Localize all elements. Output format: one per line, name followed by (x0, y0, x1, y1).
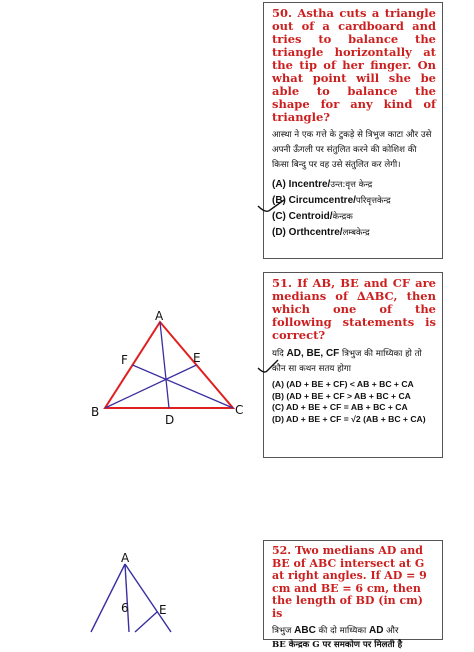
label-a: A (121, 551, 130, 565)
question-50-text: 50. Astha cuts a triangle out of a cardboard and tries to balance the triangle horizontally at the tip of her finger. On what point will she be able to balance the shape for any kind of triangle? (272, 6, 436, 124)
option-d: (D) Orthcentre/लम्बकेन्द्र (272, 227, 370, 238)
question-51-card (263, 272, 443, 458)
label-b: B (91, 405, 100, 419)
label-c: C (235, 403, 244, 417)
option-c: (C) AD + BE + CF = AB + BC + CA (272, 402, 408, 412)
tick-mark-q51 (256, 358, 280, 378)
question-52-card (263, 540, 443, 650)
question-50-options (272, 177, 436, 241)
question-51-text: 51. If AB, BE and CF are medians of ∆ABC, then which one of the following statements is correct? (272, 276, 436, 342)
question-52-hindi: त्रिभुज ABC की दो माध्यिका AD और BE केन्द्रक G पर समकोण पर मिलती है (272, 625, 403, 650)
median-ad (160, 322, 169, 408)
label-d: D (165, 413, 175, 427)
question-50-hindi: आस्था ने एक गत्ते के टुकड़े से त्रिभुज काटा और उसे अपनी ऊँगली पर संतुलित करने की कोशिश की किसा बिन्दु पर वह उसे संतुलित कर लेगी। (272, 130, 432, 170)
side-ab (91, 564, 125, 632)
label-six: 6 (121, 601, 129, 615)
triangle-medians-diagram (85, 310, 255, 430)
option-c: (C) Centroid/केन्द्रक (272, 211, 353, 222)
median-be (135, 612, 157, 632)
option-a: (A) Incentre/उन्त:वृत्त केन्द्र (272, 179, 373, 190)
label-a: A (155, 309, 164, 323)
triangle-q52-diagram (85, 550, 185, 632)
question-51-options (272, 379, 436, 425)
hindi-medians: AD, BE, CF (286, 348, 340, 359)
median-ad (125, 564, 129, 632)
option-a: (A) (AD + BE + CF) < AB + BC + CA (272, 379, 414, 389)
question-50-card (263, 2, 443, 259)
label-e: E (159, 603, 167, 617)
tick-mark-q50 (256, 198, 286, 218)
label-e: E (193, 351, 201, 365)
question-51-hindi: यदि AD, BE, CF त्रिभुज की माध्यिका हो तो कौन सा कथन सतय होगा (272, 348, 422, 374)
question-52-text: 52. Two medians AD and BE of ABC intersect at G at right angles. If AD = 9 cm and BE = 6 cm, then the length of BD (in cm) is (272, 544, 427, 620)
option-b: (B) Circumcentre/परिवृत्तकेन्द्र (272, 195, 391, 206)
option-d: (D) AD + BE + CF = √2 (AB + BC + CA) (272, 413, 426, 424)
option-b: (B) (AD + BE + CF > AB + BC + CA (272, 390, 411, 401)
label-f: F (121, 353, 128, 367)
side-ac (125, 564, 171, 632)
